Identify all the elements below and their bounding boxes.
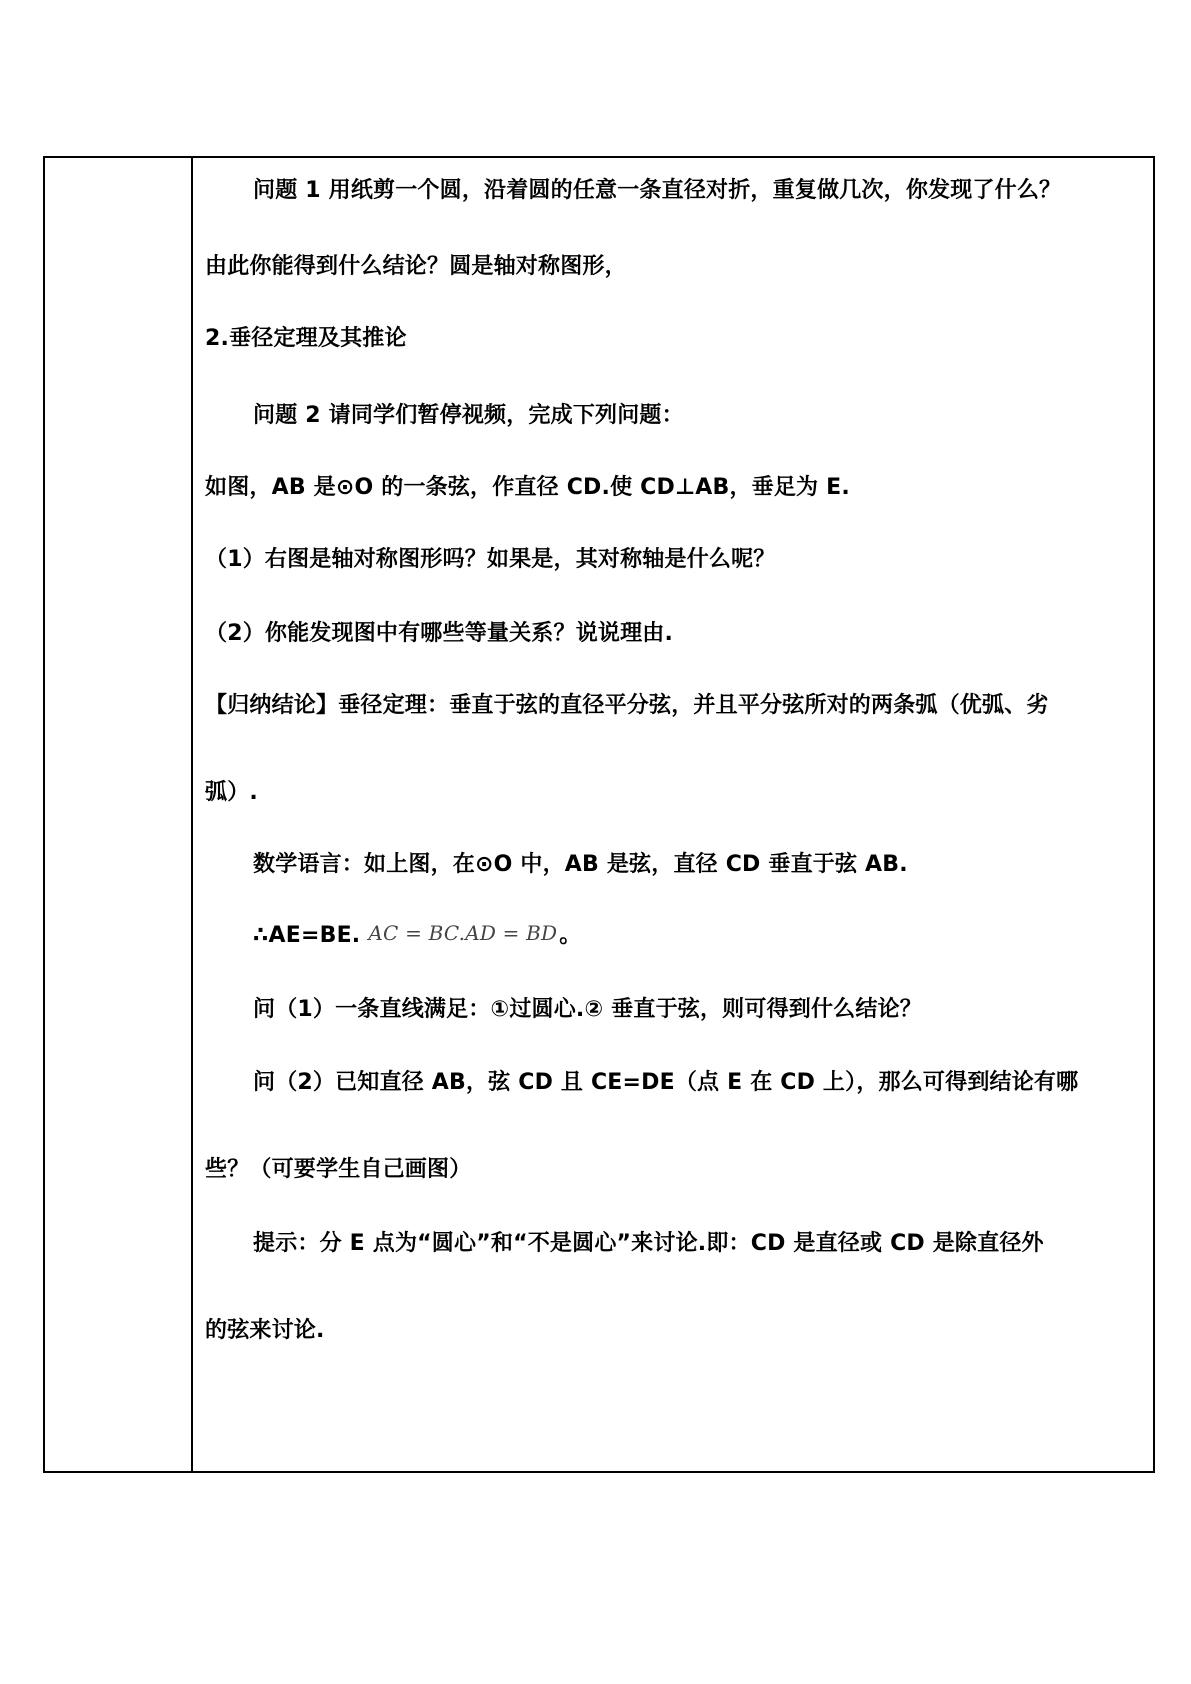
section-heading: 2.垂径定理及其推论 (205, 326, 407, 351)
table-left-column (45, 158, 193, 1471)
document-table (43, 156, 1155, 1473)
result-text: ∴AE=BE. (253, 923, 361, 948)
table-content-cell (205, 158, 1153, 1471)
conclusion-line: 由此你能得到什么结论？圆是轴对称图形， (205, 254, 627, 279)
hint-line-2: 的弦来讨论. (205, 1318, 325, 1343)
question-2-line: 问题 2 请同学们暂停视频，完成下列问题： (253, 403, 684, 428)
theorem-line-1: 【归纳结论】垂径定理：垂直于弦的直径平分弦，并且平分弦所对的两条弧（优弧、劣 (205, 693, 1049, 718)
result-period: 。 (559, 923, 582, 948)
followup-question-1: 问（1）一条直线满足：①过圆心.② 垂直于弦，则可得到什么结论？ (253, 997, 922, 1022)
theorem-line-2: 弧）. (205, 780, 258, 805)
hint-line-1: 提示：分 E 点为“圆心”和“不是圆心”来讨论.即：CD 是直径或 CD 是除直径外 (253, 1231, 1044, 1256)
followup-question-2-line-1: 问（2）已知直径 AB，弦 CD 且 CE=DE（点 E 在 CD 上），那么可得到结论有哪 (253, 1070, 1079, 1095)
result-line (253, 918, 581, 951)
followup-question-2-line-2: 些？（可要学生自己画图） (205, 1157, 472, 1182)
sub-question-1: （1）右图是轴对称图形吗？如果是，其对称轴是什么呢？ (205, 547, 776, 572)
arc-equality-formula: AC = BC.AD = BD (368, 921, 558, 945)
math-language-line: 数学语言：如上图，在⊙O 中，AB 是弦，直径 CD 垂直于弦 AB. (253, 852, 908, 877)
question-1-line: 问题 1 用纸剪一个圆，沿着圆的任意一条直径对折，重复做几次，你发现了什么？ (253, 178, 1062, 203)
sub-question-2: （2）你能发现图中有哪些等量关系？说说理由. (205, 621, 674, 646)
figure-description-line: 如图，AB 是⊙O 的一条弦，作直径 CD.使 CD⊥AB，垂足为 E. (205, 475, 850, 500)
